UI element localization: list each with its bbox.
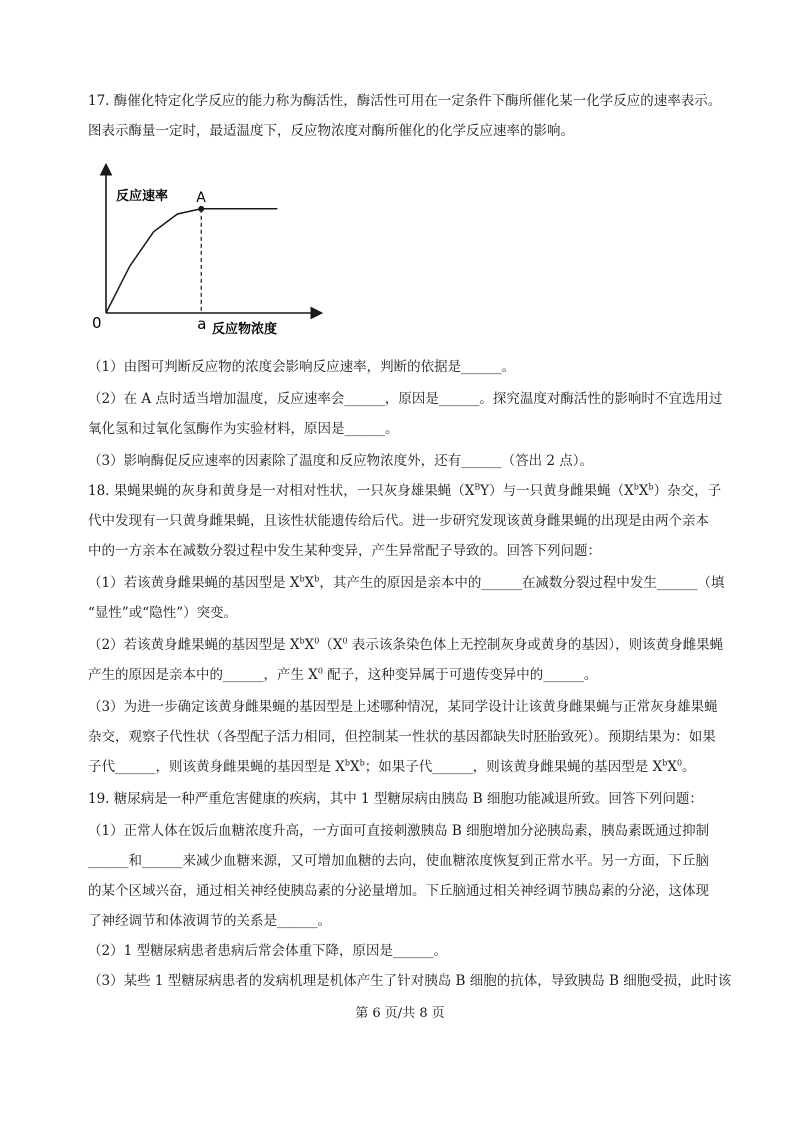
q18-line-2: 代中发现有一只黄身雌果蝇，且该性状能遗传给后代。进一步研究发现该黄身雌果蝇的出现是由两个亲本 [88,513,709,529]
x-axis-label: 反应物浓度 [212,322,278,337]
point-a-label: A [196,189,206,206]
q18-sub-3b: 杂交，观察子代性状（各型配子活力相同，但控制某一性状的基因都缺失时胚胎致死）。预期结果为：如果 [88,729,716,745]
q19-sub-1b: ______和______来减少血糖来源，又可增加血糖的去向，使血糖浓度恢复到正常水平。另一方面，下丘脑 [88,853,709,869]
q19-sub-2: （2）1 型糖尿病患者患病后常会体重下降，原因是______。 [88,943,447,959]
page-footer: 第 6 页/共 8 页 [355,1006,445,1021]
x-marker-label: a [197,315,207,333]
q17-line-1: 17. 酶催化特定化学反应的能力称为酶活性，酶活性可用在一定条件下酶所催化某一化学反应的速率表示。 [88,93,722,109]
q19-sub-1c: 的某个区域兴奋，通过相关神经使胰岛素的分泌量增加。下丘脑通过相关神经调节胰岛素的分泌，这体现 [88,883,709,899]
q18-sub-1b: “显性”或“隐性”）突变。 [88,605,238,621]
q18-sub-3a: （3）为进一步确定该黄身雌果蝇的基因型是上述哪种情况，某同学设计让该黄身雌果蝇与正常灰身雄果蝇 [88,699,718,715]
q19-sub-3: （3）某些 1 型糖尿病患者的发病机理是机体产生了针对胰岛 B 细胞的抗体，导致胰岛 B 细胞受损，此时该 [88,973,732,989]
q17-sub-2b: 氧化氢和过氧化氢酶作为实验材料，原因是______。 [88,421,399,437]
q18-sub-1a: （1）若该黄身雌果蝇的基因型是 $X^bX^b$，其产生的原因是亲本中的______在减数分裂过程中发生______（填 [88,574,725,591]
rate-curve [106,209,277,313]
origin-label: 0 [92,314,102,332]
point-a-marker [198,206,204,212]
reaction-rate-chart [88,158,328,338]
q17-sub-1: （1）由图可判断反应物的浓度会影响反应速率，判断的依据是______。 [88,359,516,375]
q18-sub-2a: （2）若该黄身雌果蝇的基因型是 $X^bX^0(X^0$ 表示该条染色体上无控制灰身或黄身的基因），则该黄身雌果蝇 [88,636,724,653]
q18-line-1: 18. 果蝇果蝇的灰身和黄身是一对相对性状，一只灰身雄果蝇$(X^BY)$与一只黄身雌果蝇$(X^bX^b)$杂交，子 [88,482,722,499]
q18-sub-3c: 子代______，则该黄身雌果蝇的基因型是 $X^bX^b$；如果子代______，则该黄身雌果蝇的基因型是 $X^bX^0$。 [88,758,696,775]
y-axis-label: 反应速率 [116,189,169,204]
q17-sub-2a: （2）在 A 点时适当增加温度，反应速率会______，原因是______。探究温度对酶活性的影响时不宜选用过 [88,391,723,407]
q19-sub-1d: 了神经调节和体液调节的关系是______。 [88,913,331,929]
q19-sub-1a: （1）正常人体在饭后血糖浓度升高，一方面可直接刺激胰岛 B 细胞增加分泌胰岛素，胰岛素既通过抑制 [88,823,710,839]
q18-line-3: 中的一方亲本在减数分裂过程中发生某种变异，产生异常配子导致的。回答下列问题： [88,543,601,559]
q19-line-1: 19. 糖尿病是一种严重危害健康的疾病，其中 1 型糖尿病由胰岛 B 细胞功能减退所致。回答下列问题： [88,791,703,807]
q18-sub-2b: 产生的原因是亲本中的______，产生 $X^0$ 配子，这种变异属于可遗传变异中的______。 [88,666,598,683]
q17-line-2: 图表示酶量一定时，最适温度下，反应物浓度对酶所催化的化学反应速率的影响。 [88,123,574,139]
q17-sub-3: （3）影响酶促反应速率的因素除了温度和反应物浓度外，还有______（答出 2 点）。 [88,453,594,469]
